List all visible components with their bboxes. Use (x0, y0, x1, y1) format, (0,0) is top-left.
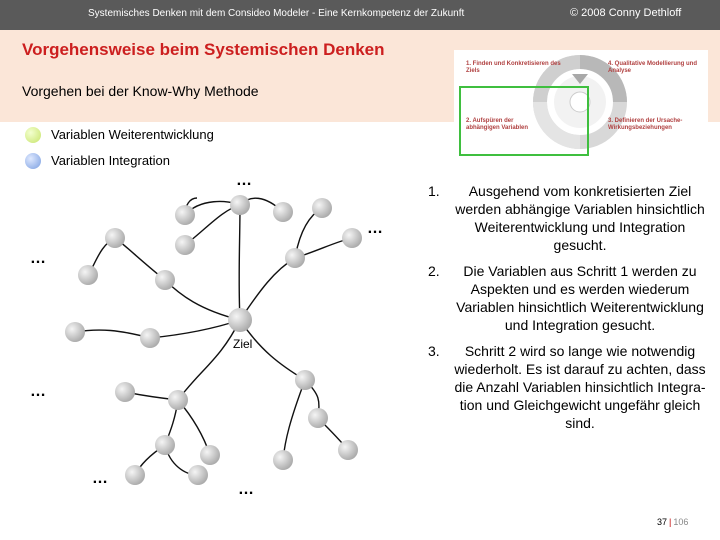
node (342, 228, 362, 248)
page-current: 37 (657, 517, 668, 527)
step-item (420, 262, 710, 334)
node (155, 435, 175, 455)
step-text: Schritt 2 wird so lange wie notwendig wiederholt. Es ist darauf zu achten, dass die Anzahl Variablen hinsichtlich Integra-tion und Gleichgewicht ungefähr gleich sind. (454, 343, 706, 431)
step-item (420, 182, 710, 254)
thumbnail-step-3: 3. Definieren der Ursache-Wirkungsbeziehungen (608, 118, 683, 131)
node (65, 322, 85, 342)
thumbnail-highlight (459, 86, 589, 156)
slide-title: Vorgehensweise beim Systemischen Denken (22, 40, 385, 59)
header-copyright: © 2008 Conny Dethloff (570, 7, 682, 19)
legend-label-development: Variablen Weiterentwicklung (51, 127, 214, 142)
node (200, 445, 220, 465)
node (273, 450, 293, 470)
node (273, 202, 293, 222)
node (78, 265, 98, 285)
ellipsis-top-right: … (367, 220, 384, 237)
step-number: 1. (428, 183, 440, 199)
node (155, 270, 175, 290)
node (338, 440, 358, 460)
page-number (657, 517, 688, 527)
step-item (420, 342, 710, 432)
network-nodes (65, 195, 362, 485)
node (115, 382, 135, 402)
node (308, 408, 328, 428)
thumbnail-step-4: 4. Qualitative Modellierung und Analyse (608, 61, 698, 74)
node (105, 228, 125, 248)
node (168, 390, 188, 410)
node (175, 205, 195, 225)
node (140, 328, 160, 348)
legend-dot-development (25, 127, 41, 143)
page-total: 106 (673, 517, 689, 527)
step-text: Die Variablen aus Schritt 1 werden zu Aspekten und es werden wiederum Variablen hinsichtlich Weiterentwicklung und Integration gesucht. (456, 263, 704, 333)
node-ziel (228, 308, 252, 332)
thumbnail-step-2: 2. Aufspüren der abhängigen Variablen (466, 118, 529, 131)
ellipsis-bottom: … (238, 481, 255, 498)
node (188, 465, 208, 485)
node (312, 198, 332, 218)
thumbnail-step-1: 1. Finden und Konkretisieren des Ziels (466, 61, 561, 74)
ellipsis-bottom-left: … (92, 470, 109, 487)
step-number: 3. (428, 343, 440, 359)
ellipsis-top: … (236, 172, 253, 189)
node (295, 370, 315, 390)
step-text: Ausgehend vom konkretisierten Ziel werden abhängige Variablen hinsichtlich Weiterentwicklung und Integration gesucht. (455, 183, 705, 253)
header-title: Systemisches Denken mit dem Consideo Modeler - Eine Kernkompetenz der Zukunft (88, 8, 465, 19)
network-diagram (0, 170, 420, 540)
ellipsis-lower-left: … (30, 383, 47, 400)
step-number: 2. (428, 263, 440, 279)
diagram-center-label: Ziel (233, 337, 253, 351)
node (125, 465, 145, 485)
ellipsis-left: … (30, 250, 47, 267)
legend-dot-integration (25, 153, 41, 169)
slide-subtitle: Vorgehen bei der Know-Why Methode (22, 83, 259, 99)
node (230, 195, 250, 215)
legend-label-integration: Variablen Integration (51, 153, 171, 168)
page-separator: | (669, 517, 672, 527)
node (285, 248, 305, 268)
node (175, 235, 195, 255)
steps-list (420, 182, 710, 440)
